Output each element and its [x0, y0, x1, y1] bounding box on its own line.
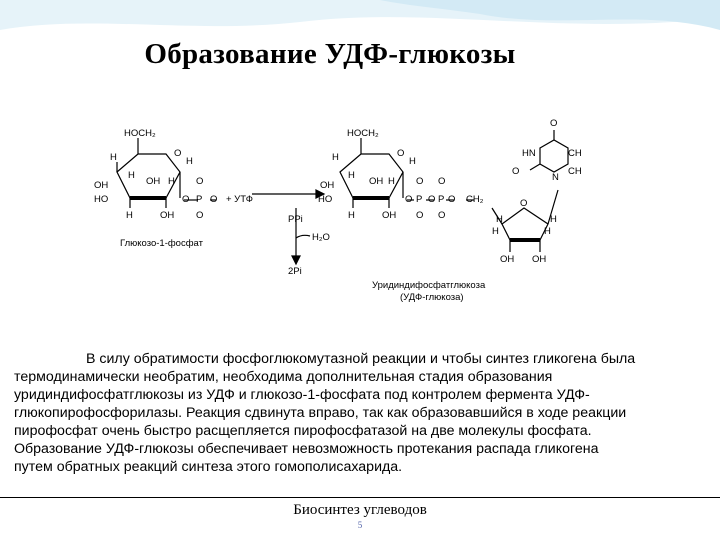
svg-text:HO: HO: [94, 194, 109, 205]
svg-text:OH: OH: [382, 210, 397, 221]
svg-text:H: H: [348, 210, 355, 221]
svg-text:O: O: [397, 148, 405, 159]
paragraph-line: Образование УДФ-глюкозы обеспечивает невозможность протекания распада гликогена: [14, 441, 599, 457]
paragraph-line: термодинамически необратим, необходима дополнительная стадия образования: [14, 369, 553, 385]
svg-text:P: P: [416, 194, 423, 205]
svg-text:O: O: [512, 166, 520, 177]
svg-text:O: O: [210, 194, 218, 205]
svg-text:H: H: [110, 152, 117, 163]
utp-label: + УТФ: [226, 194, 253, 205]
svg-text:H: H: [348, 170, 355, 181]
ch2-label: CH₂: [466, 194, 484, 205]
product-name: Уридиндифосфатглюкоза: [372, 280, 486, 291]
page-number: 5: [357, 520, 363, 530]
svg-text:CH: CH: [568, 148, 582, 159]
glucose-1-phosphate-label: Глюкозо-1-фосфат: [120, 238, 203, 249]
svg-text:CH: CH: [568, 166, 582, 177]
svg-text:O: O: [448, 194, 456, 205]
footer-title: Биосинтез углеводов: [293, 502, 427, 518]
svg-text:O: O: [174, 148, 182, 159]
footer-divider: [0, 497, 720, 498]
svg-text:O: O: [438, 176, 446, 187]
svg-text:OH: OH: [94, 180, 109, 191]
svg-text:H: H: [186, 156, 193, 167]
svg-text:OH: OH: [369, 176, 384, 187]
svg-text:H: H: [332, 152, 339, 163]
svg-text:O: O: [428, 194, 436, 205]
svg-text:P: P: [438, 194, 445, 205]
svg-text:O: O: [550, 118, 558, 129]
ppi-label: PPi: [288, 214, 303, 225]
svg-text:HO: HO: [318, 194, 333, 205]
reaction-diagram: [82, 98, 630, 310]
svg-text:H: H: [126, 210, 133, 221]
svg-text:H: H: [544, 226, 551, 237]
slide-title: Образование УДФ-глюкозы: [144, 38, 516, 70]
two-pi-label: 2Pi: [288, 266, 302, 277]
svg-text:O: O: [416, 176, 424, 187]
paragraph-line: путем обратных реакций синтеза этого гомополисахарида.: [14, 459, 403, 475]
paragraph-line: глюкопирофосфорилазы. Реакция сдвинута вправо, так как образовавшийся в ходе реакции: [14, 405, 627, 421]
svg-text:O: O: [416, 210, 424, 221]
svg-text:O: O: [196, 210, 204, 221]
hoch2-label-left: HOCH₂: [124, 128, 156, 139]
svg-text:H: H: [388, 176, 395, 187]
svg-text:P: P: [196, 194, 203, 205]
svg-text:OH: OH: [320, 180, 335, 191]
svg-text:OH: OH: [532, 254, 547, 265]
svg-text:H: H: [496, 214, 503, 225]
svg-text:OH: OH: [160, 210, 175, 221]
svg-text:HN: HN: [522, 148, 536, 159]
svg-text:OH: OH: [500, 254, 515, 265]
paragraph-line: пирофосфат очень быстро расщепляется пирофосфатазой на две молекулы фосфата.: [14, 423, 592, 439]
svg-text:O: O: [405, 194, 413, 205]
svg-text:N: N: [552, 172, 559, 183]
paragraph-line: уридиндифосфатглюкозы из УДФ и глюкозо-1-фосфата под контролем фермента УДФ-: [14, 387, 590, 403]
svg-text:O: O: [520, 198, 528, 209]
svg-text:H: H: [550, 214, 557, 225]
svg-text:H: H: [128, 170, 135, 181]
svg-text:O: O: [196, 176, 204, 187]
svg-text:O: O: [438, 210, 446, 221]
svg-text:O: O: [182, 194, 190, 205]
svg-text:H: H: [409, 156, 416, 167]
svg-text:H: H: [492, 226, 499, 237]
product-abbr: (УДФ-глюкоза): [400, 292, 464, 303]
body-paragraph: [14, 350, 716, 476]
water-label: H₂O: [312, 232, 330, 243]
paragraph-line: В силу обратимости фосфоглюкомутазной реакции и чтобы синтез гликогена была: [86, 351, 636, 367]
hoch2-label-right: HOCH₂: [347, 128, 379, 139]
svg-text:OH: OH: [146, 176, 161, 187]
svg-text:H: H: [168, 176, 175, 187]
